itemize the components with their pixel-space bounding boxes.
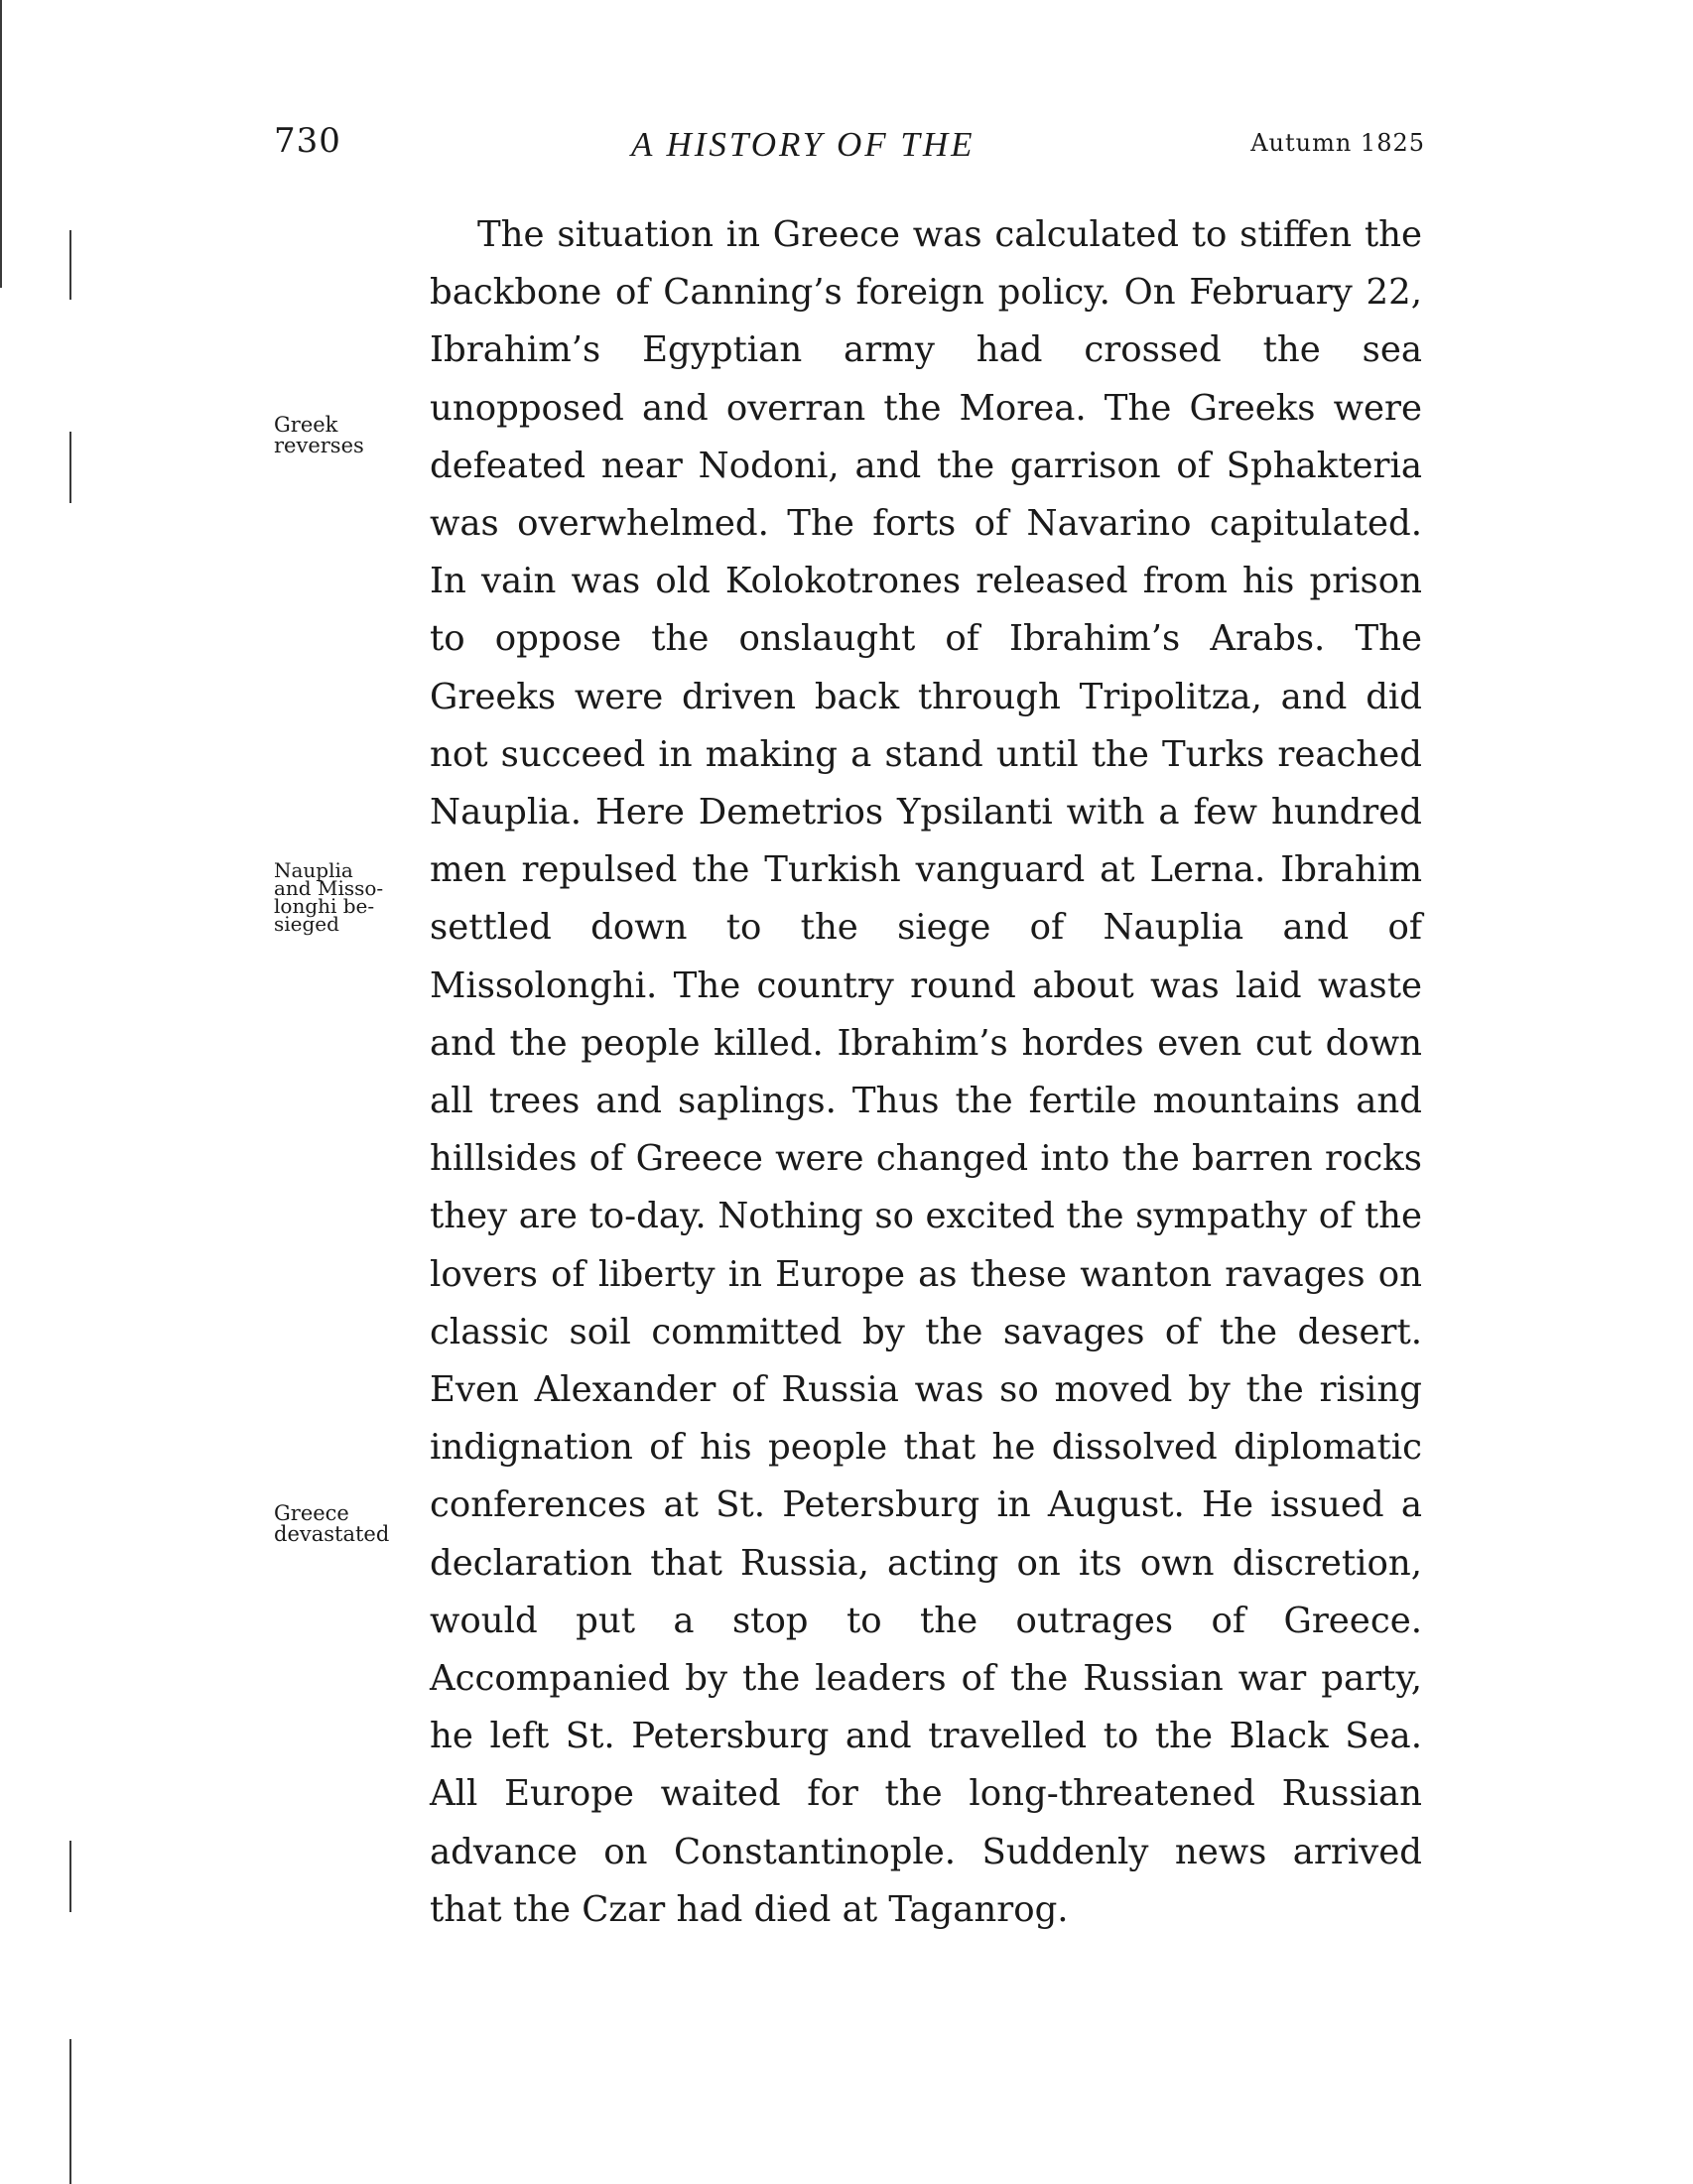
running-header xyxy=(274,121,1425,171)
scan-edge-mark xyxy=(69,432,71,503)
scan-edge-mark xyxy=(69,230,71,300)
sidenote-nauplia-missolonghi: Nauplia and Misso- longhi be- sieged xyxy=(274,858,384,936)
page-number: 730 xyxy=(274,121,341,161)
body-paragraph: The situation in Greece was calculated to stiffen the backbone of Canning’s foreign policy. On February 22, Ibrahim’s Egyptian army had crossed the sea unopposed and overran the Morea. The Greeks were defeated near Nodoni, and the garrison of Sphakteria was overwhelmed. The forts of Navarino capitulated. In vain was old Kolokotrones released from his prison to oppose the onslaught of Ibrahim’s Arabs. The Greeks were driven back through Tripolitza, and did not succeed in making a stand until the Turks reached Nauplia. Here Demetrios Ypsilanti with a few hundred men repulsed the Turkish vanguard at Lerna. Ibrahim settled down to the siege of Nauplia and of Missolonghi. The country round about was laid waste and the people killed. Ibrahim’s hordes even cut down all trees and saplings. Thus the fertile mountains and hillsides of Greece were changed into the barren rocks they are to-day. Nothing so excited the sympathy of the lovers of liberty in Europe as these wanton ravages on classic soil committed by the savages of the desert. Even Alexander of Russia was so moved by the rising indignation of his people that he dissolved diplomatic conferences at St. Petersburg in August. He issued a declaration that Russia, acting on its own discretion, would put a stop to the outrages of Greece. Accompanied by the leaders of the Russian war party, he left St. Petersburg and travelled to the Black Sea. All Europe waited for the long-threatened Russian advance on Constantinople. Suddenly news arrived that the Czar had died at Taganrog. xyxy=(430,214,1422,1930)
sidenote-greece-devastated: Greece devastated xyxy=(274,1501,390,1546)
scan-edge-mark xyxy=(69,2039,71,2184)
scan-edge-mark xyxy=(0,0,2,288)
scan-edge-mark xyxy=(69,1841,71,1912)
running-title: A HISTORY OF THE xyxy=(631,125,976,164)
running-date: Autumn 1825 xyxy=(1250,129,1425,157)
sidenote-greek-reverses: Greek reverses xyxy=(274,413,364,457)
